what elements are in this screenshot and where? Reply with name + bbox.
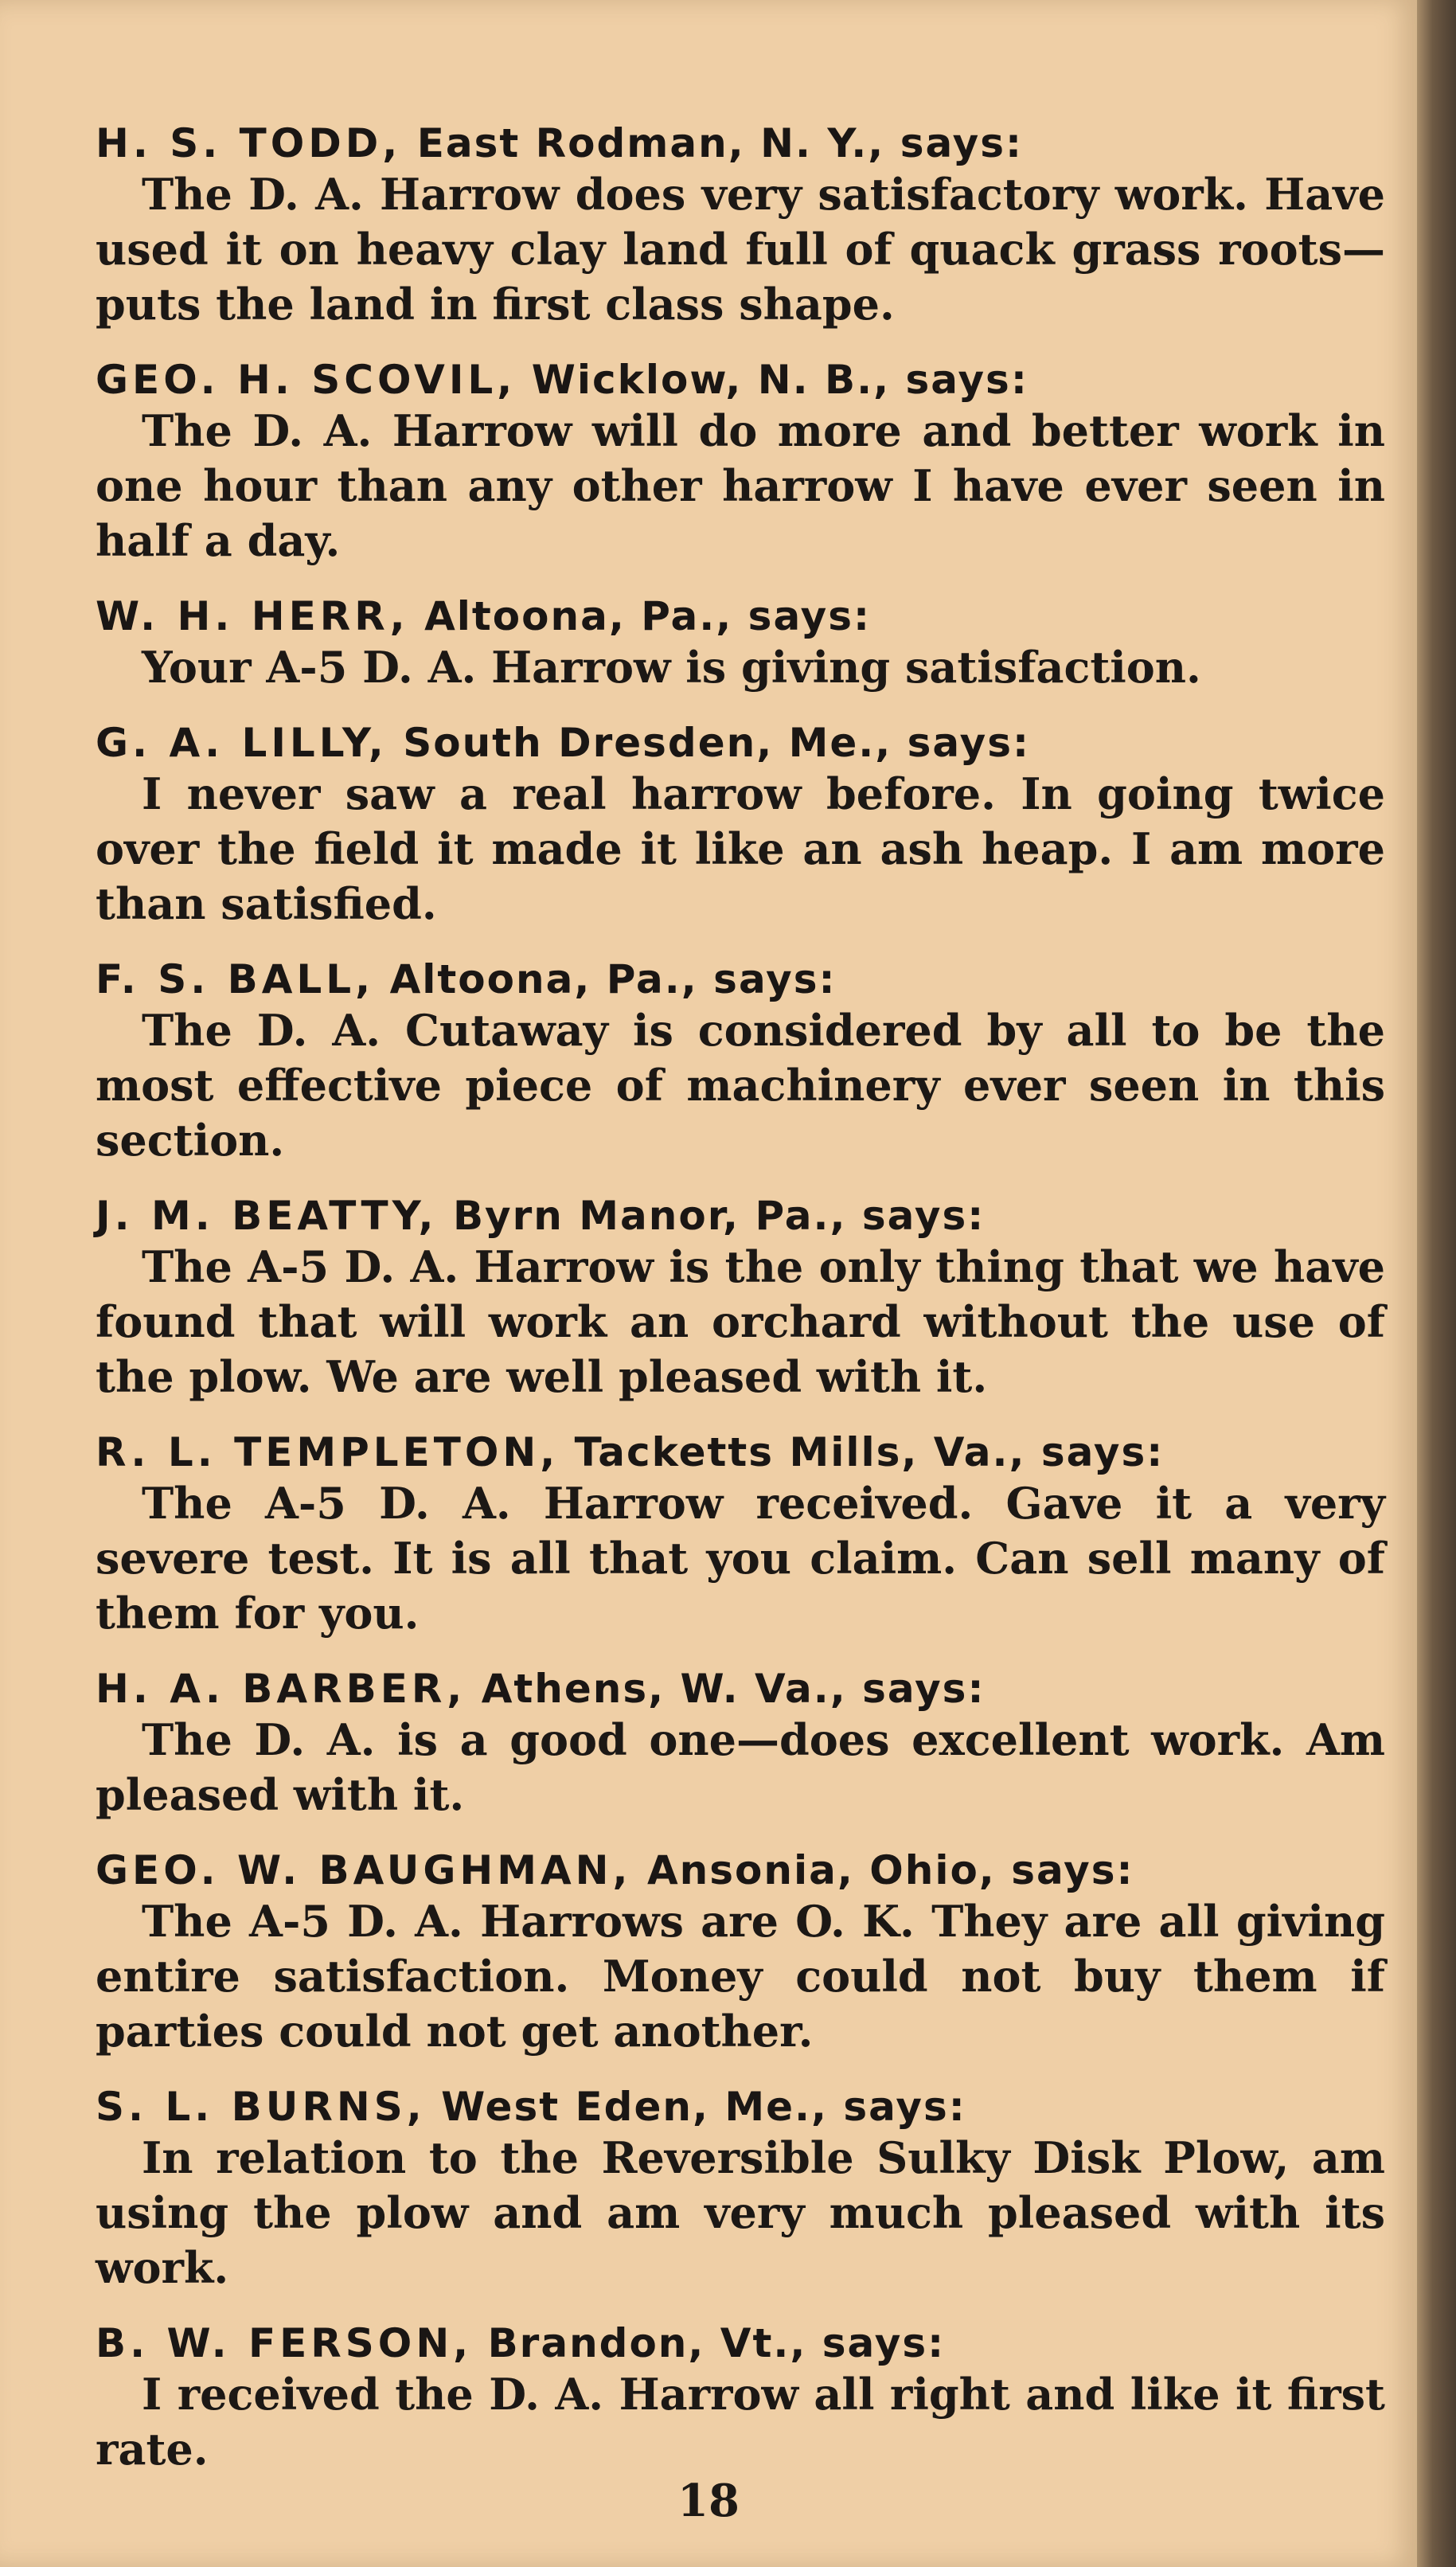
testimonial-text: Your A-5 D. A. Harrow is giving satisfaction. (142, 642, 1201, 693)
testimonial-text: I received the D. A. Harrow all right and like it first rate. (96, 2369, 1385, 2475)
testimonial-name: R. L. TEMPLETON, (96, 1429, 560, 1475)
testimonial-entry (96, 1428, 1385, 1641)
testimonial-name: J. M. BEATTY, (96, 1193, 438, 1239)
testimonial-place: Altoona, Pa., says: (408, 593, 871, 639)
testimonial-place: Wicklow, N. B., says: (516, 357, 1029, 403)
testimonial-name: W. H. HERR, (96, 593, 409, 639)
testimonial-place: West Eden, Me., says: (425, 2084, 966, 2130)
testimonial-text: The D. A. Cutaway is considered by all to be the most effective piece of machinery ever seen in this section. (96, 1005, 1385, 1166)
testimonial-entry (96, 955, 1385, 1168)
testimonial-list (96, 119, 1385, 2501)
testimonial-text: The A-5 D. A. Harrow received. Gave it a very severe test. It is all that you claim. Can sell many of them for you. (96, 1478, 1385, 1639)
testimonial-text: The D. A. Harrow will do more and better work in one hour than any other harrow I have ever seen in half a day. (96, 405, 1385, 566)
testimonial-text: In relation to the Reversible Sulky Disk Plow, am using the plow and am very much pleased with its work. (96, 2132, 1385, 2293)
testimonial-entry (96, 1192, 1385, 1405)
testimonial-heading (96, 119, 1385, 167)
testimonial-name: S. L. BURNS, (96, 2084, 426, 2130)
testimonial-heading (96, 1428, 1385, 1476)
testimonial-place: Athens, W. Va., says: (466, 1666, 986, 1712)
page-number: 18 (677, 2475, 740, 2527)
testimonial-name: H. S. TODD, (96, 120, 402, 166)
testimonial-entry (96, 719, 1385, 932)
testimonial-place: Brandon, Vt., says: (472, 2320, 946, 2366)
testimonial-heading (96, 2319, 1385, 2367)
testimonial-entry (96, 1846, 1385, 2059)
testimonial-entry (96, 2319, 1385, 2477)
testimonial-place: Altoona, Pa., says: (374, 956, 837, 1002)
testimonial-name: G. A. LILLY, (96, 720, 388, 766)
testimonial-text: The D. A. Harrow does very satisfactory work. Have used it on heavy clay land full of quack grass roots—puts the land in first class shape. (96, 169, 1385, 330)
testimonial-place: South Dresden, Me., says: (387, 720, 1030, 766)
testimonial-entry (96, 2083, 1385, 2295)
testimonial-name: GEO. W. BAUGHMAN, (96, 1847, 632, 1893)
testimonial-name: GEO. H. SCOVIL, (96, 357, 517, 403)
testimonial-entry (96, 356, 1385, 568)
testimonial-name: B. W. FERSON, (96, 2320, 473, 2366)
testimonial-place: Byrn Manor, Pa., says: (437, 1193, 986, 1239)
testimonial-place: Ansonia, Ohio, says: (631, 1847, 1134, 1893)
testimonial-heading (96, 1665, 1385, 1713)
testimonial-text: The D. A. is a good one—does excellent work. Am pleased with it. (96, 1714, 1385, 1820)
testimonial-heading (96, 1192, 1385, 1240)
testimonial-entry (96, 119, 1385, 332)
testimonial-heading (96, 2083, 1385, 2131)
testimonial-text: The A-5 D. A. Harrows are O. K. They are all giving entire satisfaction. Money could not buy them if parties could not get another. (96, 1896, 1385, 2057)
testimonial-heading (96, 356, 1385, 404)
testimonial-heading (96, 592, 1385, 640)
testimonial-heading (96, 955, 1385, 1003)
testimonial-name: H. A. BARBER, (96, 1666, 466, 1712)
testimonial-heading (96, 1846, 1385, 1894)
testimonial-place: Tacketts Mills, Va., says: (559, 1429, 1165, 1475)
book-spine (1417, 0, 1456, 2567)
testimonial-heading (96, 719, 1385, 767)
testimonial-entry (96, 592, 1385, 695)
testimonial-entry (96, 1665, 1385, 1823)
testimonial-name: F. S. BALL, (96, 956, 375, 1002)
testimonial-place: East Rodman, N. Y., says: (401, 120, 1024, 166)
testimonial-text: I never saw a real harrow before. In going twice over the field it made it like an ash heap. I am more than satisfied. (96, 768, 1385, 929)
testimonial-text: The A-5 D. A. Harrow is the only thing that we have found that will work an orchard without the use of the plow. We are well pleased with it. (96, 1241, 1385, 1402)
